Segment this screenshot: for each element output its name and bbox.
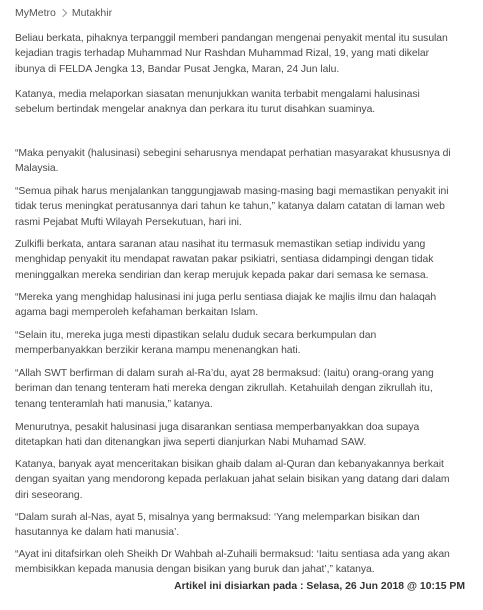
- breadcrumb-section-link[interactable]: Mutakhir: [71, 7, 113, 19]
- paragraph-line: tidak terus meningkat peratusannya dari tahun ke tahun,” katanya dalam catatan di laman web: [15, 201, 445, 213]
- chevron-right-icon: [59, 9, 67, 17]
- paragraph-line: kejadian tragis terhadap Muhammad Nur Rashdan Muhammad Rizal, 19, yang mati dikelar: [15, 48, 429, 60]
- article-paragraph: [15, 510, 470, 541]
- article-paragraph: [15, 547, 470, 578]
- paragraph-line: tenang tenteramlah hati manusia,” katanya.: [15, 398, 213, 410]
- paragraph-line: “Mereka yang menghidap halusinasi ini juga perlu sentiasa diajak ke majlis ilmu dan halaqah: [15, 292, 437, 303]
- paragraph-line: Beliau berkata, pihaknya terpanggil memberi pandangan mengenai penyakit mental itu susulan: [15, 33, 448, 44]
- paragraph-line: memperbanyakkan berzikir kerana mampu menenangkan hati.: [15, 345, 301, 357]
- paragraph-line: “Dalam surah al-Nas, ayat 5, misalnya yang bermaksud: ‘Yang melemparkan bisikan dan: [15, 512, 420, 523]
- article-paragraph: [15, 184, 470, 230]
- paragraph-line: membisikkan kepada manusia dengan bisikan yang buruk dan jahat’,” katanya.: [15, 564, 375, 576]
- paragraph-line: ibunya di FELDA Jengka 13, Bandar Pusat Jengka, Maran, 24 Jun lalu.: [15, 63, 340, 75]
- publish-date: Selasa, 26 Jun 2018 @ 10:15 PM: [306, 581, 465, 592]
- breadcrumb: [15, 6, 112, 20]
- paragraph-line: Katanya, media melaporkan siasatan menunjukkan wanita terbabit mengalami halusinasi: [15, 89, 420, 100]
- paragraph-line: meninggalkan mereka sendirian dan kerap merujuk kepada pakar dari semasa ke semasa.: [15, 269, 429, 281]
- article-paragraph: [15, 366, 470, 412]
- article-paragraph: [15, 87, 470, 118]
- paragraph-line: Malaysia.: [15, 163, 59, 175]
- article-paragraph: [15, 457, 470, 503]
- article-paragraph: [15, 237, 470, 283]
- paragraph-line: Menurutnya, pesakit halusinasi juga disarankan sentiasa memperbanyakkan doa supaya: [15, 422, 420, 433]
- paragraph-line: diri seseorang.: [15, 489, 83, 501]
- paragraph-line: “Maka penyakit (halusinasi) sebegini seharusnya mendapat perhatian masyarakat khususnya di: [15, 148, 451, 159]
- article-paragraph: [15, 146, 470, 177]
- article-paragraph: [15, 420, 470, 451]
- paragraph-line: “Selain itu, mereka juga mesti dipastikan selalu duduk secara berkumpulan dan: [15, 330, 377, 341]
- article-paragraph: [15, 31, 470, 77]
- paragraph-line: agama bagi memperoleh kefahaman berkaitan Islam.: [15, 307, 259, 319]
- paragraph-line: hasutannya ke dalam hati manusia’.: [15, 527, 180, 539]
- paragraph-line: Katanya, banyak ayat menceritakan bisikan ghaib dalam al-Quran dan kebanyakannya berkait: [15, 459, 444, 470]
- paragraph-line: sebelum bertindak mengelar anaknya dan perkara itu turut disahkan suaminya.: [15, 104, 376, 116]
- paragraph-line: “Allah SWT berfirman di dalam surah al-Ra’du, ayat 28 bermaksud: (Iaitu) orang-orang yang: [15, 368, 434, 379]
- paragraph-line: Zulkifli berkata, antara saranan atau nasihat itu termasuk memastikan setiap individu yang: [15, 239, 426, 250]
- paragraph-line: rasmi Pejabat Mufti Wilayah Persekutuan, hari ini.: [15, 216, 242, 228]
- breadcrumb-home-link[interactable]: MyMetro: [15, 7, 56, 19]
- publish-info: [174, 581, 465, 592]
- article-paragraph: [15, 290, 470, 321]
- paragraph-line: ditetapkan hati dan ditenangkan jiwa seperti dianjurkan Nabi Muhamad SAW.: [15, 437, 367, 449]
- article-paragraph: [15, 328, 470, 359]
- paragraph-line: beriman dan tenang tenteram hati mereka dengan zikrullah. Ketahuilah dengan zikrullah itu,: [15, 383, 433, 395]
- paragraph-line: dengan syaitan yang mendorong kepada perlakuan jahat selain bisikan yang datang dari dalam: [15, 474, 450, 486]
- paragraph-line: menghidap penyakit itu mendapat rawatan pakar psikiatri, sentiasa didampingi dengan tidak: [15, 254, 434, 266]
- paragraph-line: “Semua pihak harus menjalankan tanggungjawab masing-masing bagi memastikan penyakit ini: [15, 186, 449, 197]
- paragraph-line: “Ayat ini ditafsirkan oleh Sheikh Dr Wahbah al-Zuhaili bermaksud: ‘Iaitu sentiasa ada yang akan: [15, 549, 450, 560]
- publish-label: Artikel ini disiarkan pada :: [174, 581, 307, 592]
